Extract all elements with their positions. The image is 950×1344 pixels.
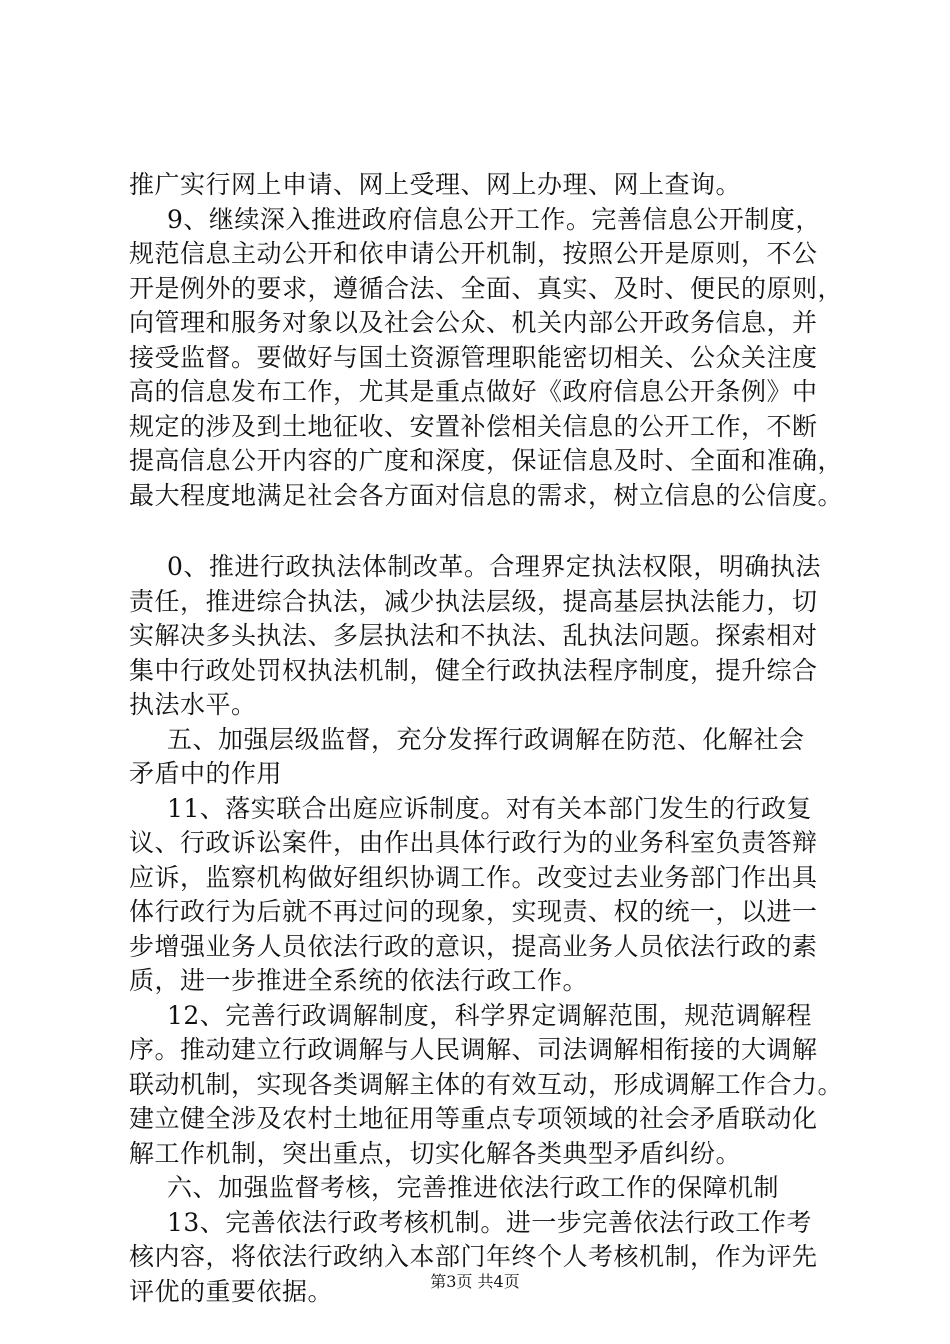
paragraph-line: 应诉，监察机构做好组织协调工作。改变过去业务部门作出具 xyxy=(129,862,818,892)
paragraph-line: 议、行政诉讼案件，由作出具体行政行为的业务科室负责答辩 xyxy=(129,828,818,857)
paragraph-line: 12、完善行政调解制度，科学界定调解范围，规范调解程 xyxy=(167,1000,812,1030)
paragraph-line: 11、落实联合出庭应诉制度。对有关本部门发生的行政复 xyxy=(167,793,812,823)
paragraph-line: 高的信息发布工作，尤其是重点做好《政府信息公开条例》中 xyxy=(129,377,818,406)
paragraph-line: 开是例外的要求，遵循合法、全面、真实、及时、便民的原则， xyxy=(129,273,844,303)
section-heading-line: 矛盾中的作用 xyxy=(129,759,283,788)
paragraph-line: 步增强业务人员依法行政的意识，提高业务人员依法行政的素 xyxy=(129,931,818,961)
paragraph-line: 实解决多头执法、多层执法和不执法、乱执法问题。探索相对 xyxy=(129,621,818,650)
paragraph-line: 规范信息主动公开和依申请公开机制，按照公开是原则，不公 xyxy=(129,239,818,268)
section-heading xyxy=(129,1171,849,1206)
paragraph xyxy=(129,999,849,1172)
paragraph-line: 联动机制，实现各类调解主体的有效互动，形成调解工作合力。 xyxy=(129,1069,844,1099)
paragraph-line: 0、推进行政执法体制改革。合理界定执法权限，明确执法 xyxy=(167,552,821,581)
paragraph-line: 责任，推进综合执法，减少执法层级，提高基层执法能力，切 xyxy=(129,586,818,616)
paragraph-line: 体行政行为后就不再过问的现象，实现责、权的统一，以进一 xyxy=(129,897,818,926)
paragraph xyxy=(129,792,849,999)
paragraph-line: 建立健全涉及农村土地征用等重点专项领域的社会矛盾联动化 xyxy=(129,1104,818,1133)
paragraph xyxy=(129,1206,849,1310)
section-heading xyxy=(129,723,849,792)
paragraph xyxy=(129,550,849,723)
paragraph xyxy=(129,168,849,203)
paragraph-line: 向管理和服务对象以及社会公众、机关内部公开政务信息，并 xyxy=(129,308,818,337)
paragraph-line: 接受监督。要做好与国土资源管理职能密切相关、公众关注度 xyxy=(129,342,818,372)
paragraph-line: 评优的重要依据。 xyxy=(129,1276,334,1306)
paragraph-line: 核内容，将依法行政纳入本部门年终个人考核机制，作为评先 xyxy=(129,1242,818,1271)
section-heading-line: 六、加强监督考核，完善推进依法行政工作的保障机制 xyxy=(167,1173,780,1202)
paragraph-line: 序。推动建立行政调解与人民调解、司法调解相衔接的大调解 xyxy=(129,1035,818,1064)
section-heading-line: 五、加强层级监督，充分发挥行政调解在防范、化解社会 xyxy=(167,724,805,754)
document-body xyxy=(129,168,849,1309)
paragraph-line: 9、继续深入推进政府信息公开工作。完善信息公开制度， xyxy=(167,204,821,234)
paragraph-gap xyxy=(129,513,849,550)
page-number-footer: 第3页 共4页 xyxy=(430,1272,520,1291)
paragraph-line: 提高信息公开内容的广度和深度，保证信息及时、全面和准确， xyxy=(129,446,844,475)
paragraph-line: 最大程度地满足社会各方面对信息的需求，树立信息的公信度。 xyxy=(129,480,844,510)
paragraph-line: 推广实行网上申请、网上受理、网上办理、网上查询。 xyxy=(129,170,742,199)
paragraph-line: 执法水平。 xyxy=(129,690,257,719)
paragraph-line: 质，进一步推进全系统的依法行政工作。 xyxy=(129,966,589,995)
paragraph xyxy=(129,203,849,514)
paragraph-line: 13、完善依法行政考核机制。进一步完善依法行政工作考 xyxy=(167,1207,812,1237)
paragraph-line: 规定的涉及到土地征收、安置补偿相关信息的公开工作，不断 xyxy=(129,411,818,441)
paragraph-line: 集中行政处罚权执法机制，健全行政执法程序制度，提升综合 xyxy=(129,655,818,685)
paragraph-line: 解工作机制，突出重点，切实化解各类典型矛盾纠纷。 xyxy=(129,1138,742,1168)
